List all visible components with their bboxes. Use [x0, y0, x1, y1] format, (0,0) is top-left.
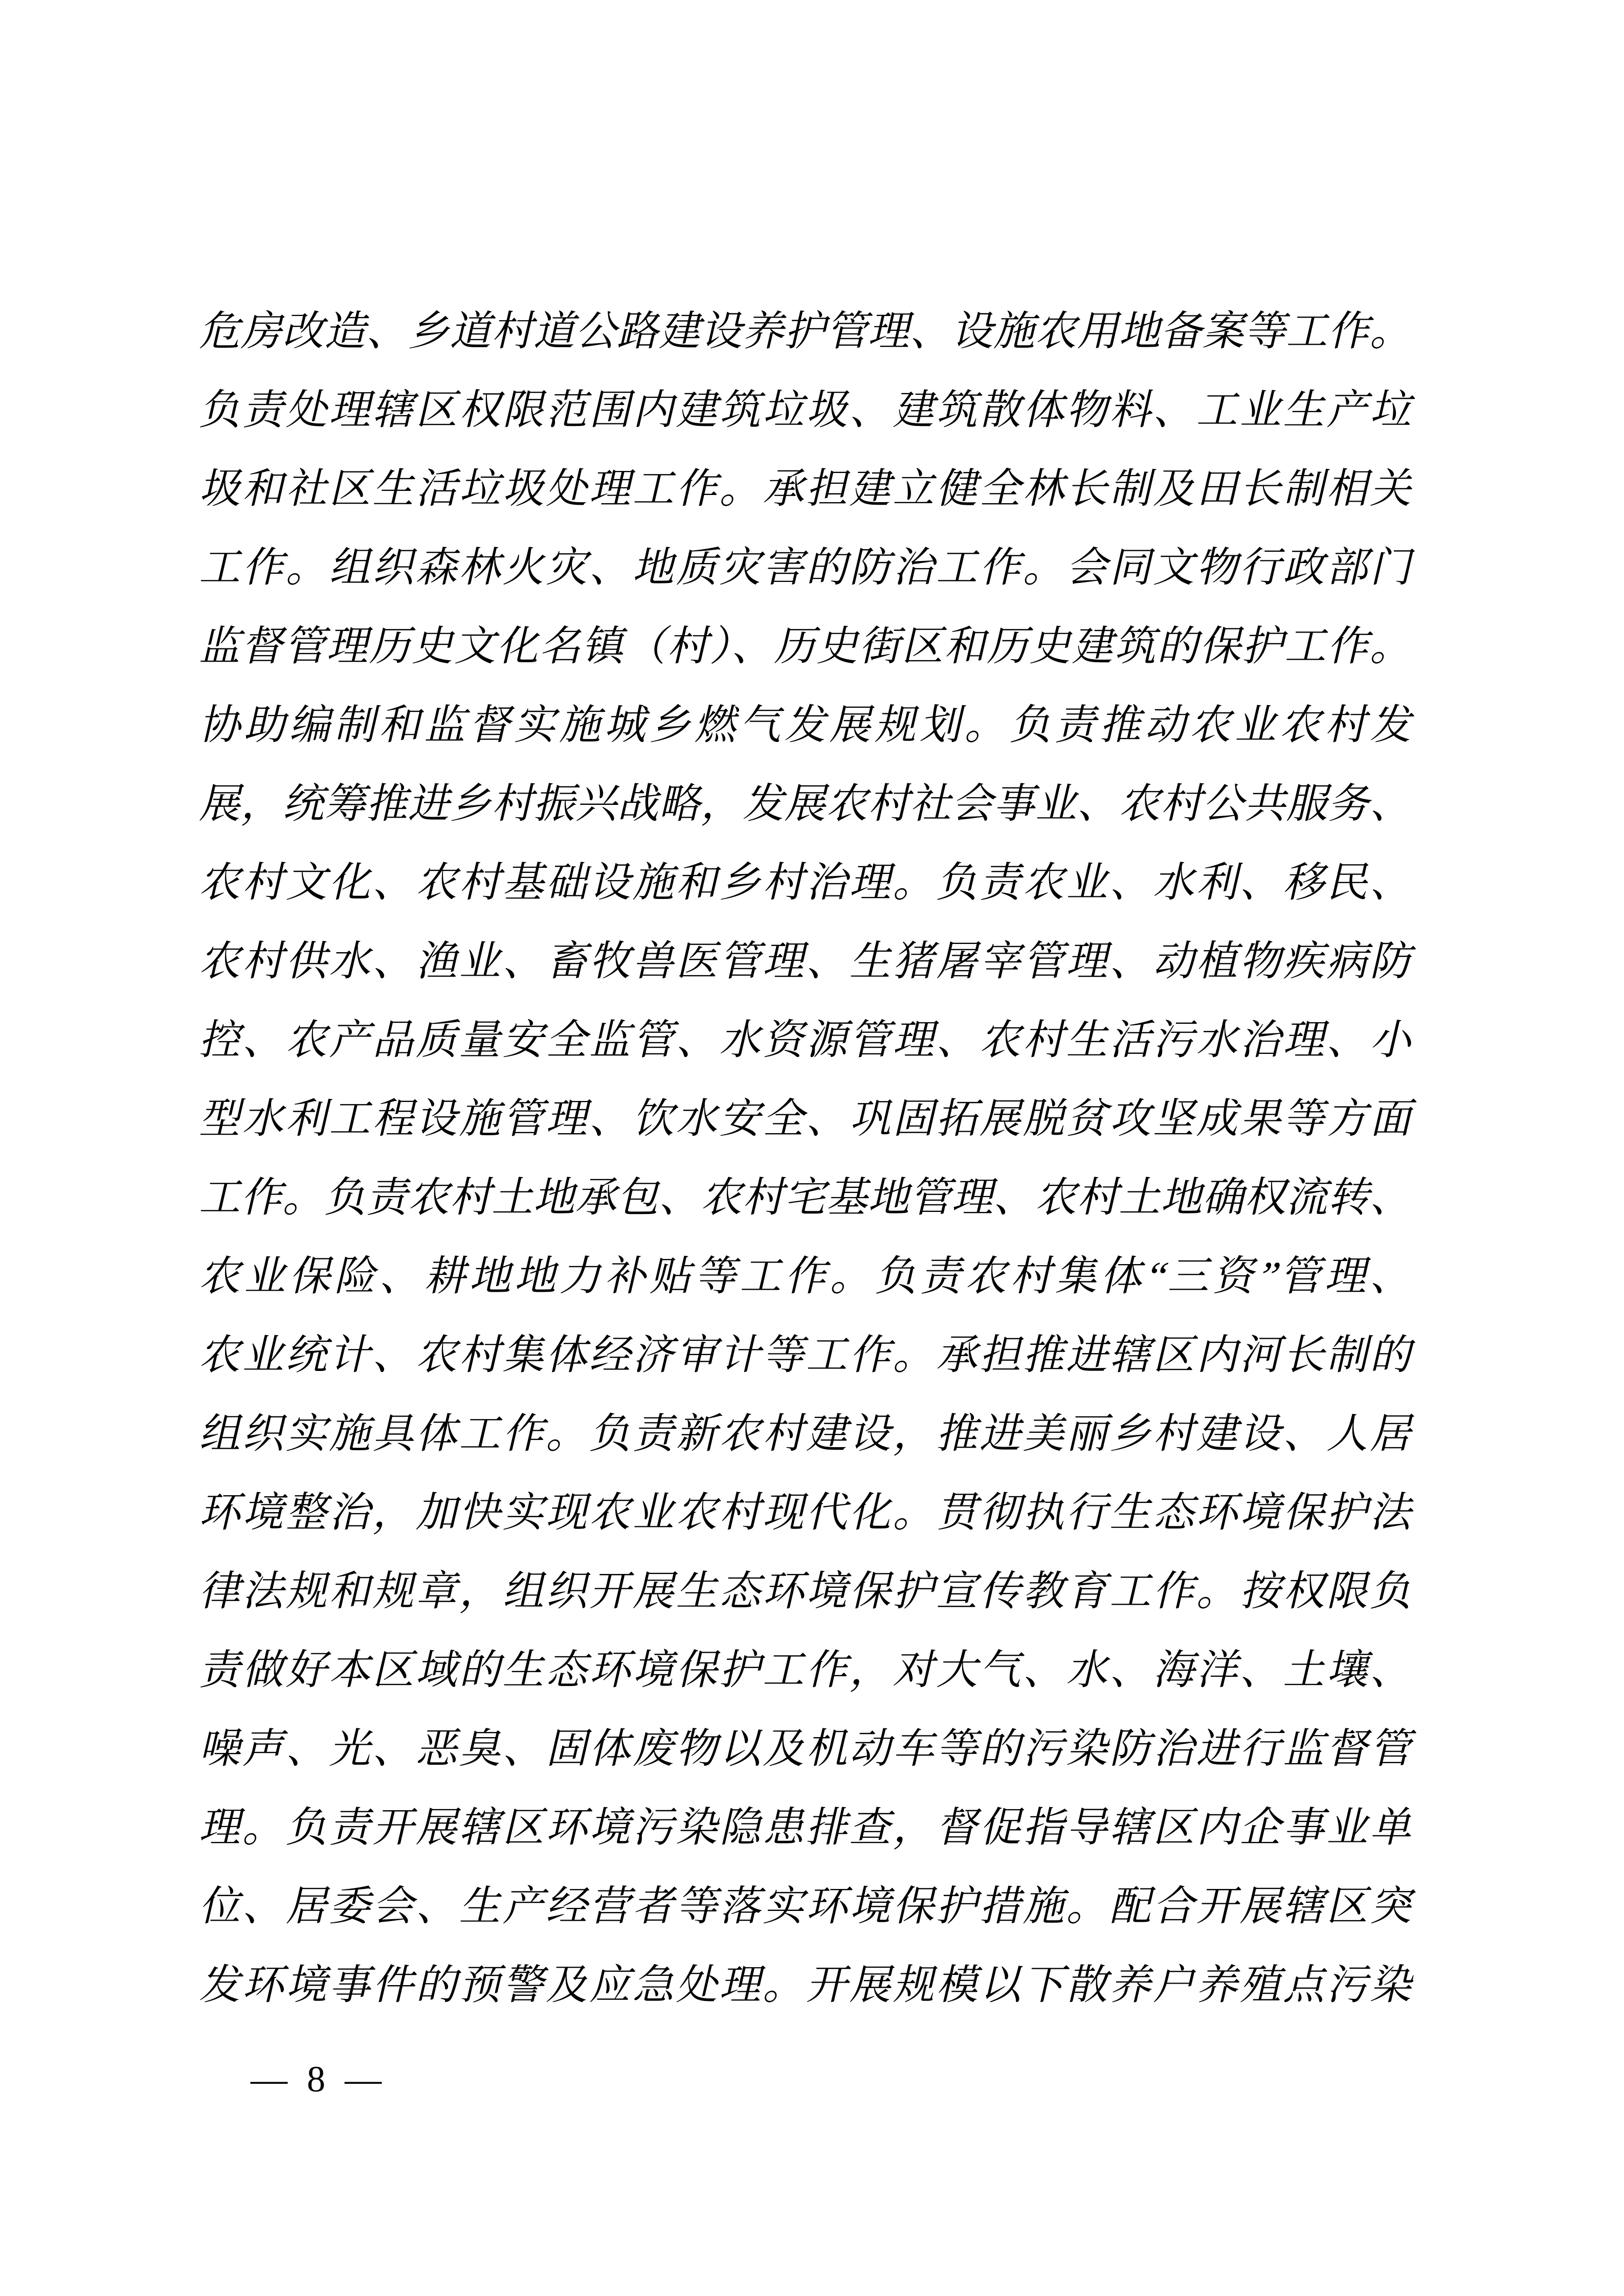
paragraph-line: 监督管理历史文化名镇（村）、历史街区和历史建筑的保护工作。	[196, 623, 1420, 669]
paragraph-line: 协助编制和监督实施城乡燃气发展规划。负责推动农业农村发	[196, 702, 1420, 748]
paragraph-line: 工作。组织森林火灾、地质灾害的防治工作。会同文物行政部门	[196, 545, 1420, 591]
paragraph-line: 农村供水、渔业、畜牧兽医管理、生猪屠宰管理、动植物疾病防	[196, 938, 1420, 984]
paragraph-line: 危房改造、乡道村道公路建设养护管理、设施农用地备案等工作。	[196, 308, 1420, 354]
paragraph-line: 环境整治，加快实现农业农村现代化。贯彻执行生态环境保护法	[196, 1490, 1420, 1536]
paragraph-line: 负责处理辖区权限范围内建筑垃圾、建筑散体物料、工业生产垃	[196, 387, 1420, 433]
paragraph-line: 展，统筹推进乡村振兴战略，发展农村社会事业、农村公共服务、	[196, 781, 1420, 827]
paragraph-line: 发环境事件的预警及应急处理。开展规模以下散养户养殖点污染	[196, 1962, 1420, 2008]
paragraph-line: 圾和社区生活垃圾处理工作。承担建立健全林长制及田长制相关	[196, 466, 1420, 512]
paragraph-line: 噪声、光、恶臭、固体废物以及机动车等的污染防治进行监督管	[196, 1726, 1420, 1772]
paragraph-line: 理。负责开展辖区环境污染隐患排查，督促指导辖区内企事业单	[196, 1805, 1420, 1851]
body-text-block	[196, 292, 1420, 2024]
paragraph-line: 农业保险、耕地地力补贴等工作。负责农村集体“三资”管理、	[196, 1253, 1420, 1299]
paragraph-line: 工作。负责农村土地承包、农村宅基地管理、农村土地确权流转、	[196, 1175, 1420, 1221]
paragraph-line: 责做好本区域的生态环境保护工作，对大气、水、海洋、土壤、	[196, 1647, 1420, 1693]
paragraph-line: 律法规和规章，组织开展生态环境保护宣传教育工作。按权限负	[196, 1568, 1420, 1614]
page-number: — 8 —	[251, 2059, 387, 2100]
paragraph-line: 农村文化、农村基础设施和乡村治理。负责农业、水利、移民、	[196, 860, 1420, 906]
paragraph-line: 控、农产品质量安全监管、水资源管理、农村生活污水治理、小	[196, 1017, 1420, 1063]
paragraph-line: 型水利工程设施管理、饮水安全、巩固拓展脱贫攻坚成果等方面	[196, 1096, 1420, 1142]
paragraph-line: 组织实施具体工作。负责新农村建设，推进美丽乡村建设、人居	[196, 1411, 1420, 1457]
paragraph-line: 位、居委会、生产经营者等落实环境保护措施。配合开展辖区突	[196, 1883, 1420, 1929]
paragraph-line: 农业统计、农村集体经济审计等工作。承担推进辖区内河长制的	[196, 1332, 1420, 1378]
